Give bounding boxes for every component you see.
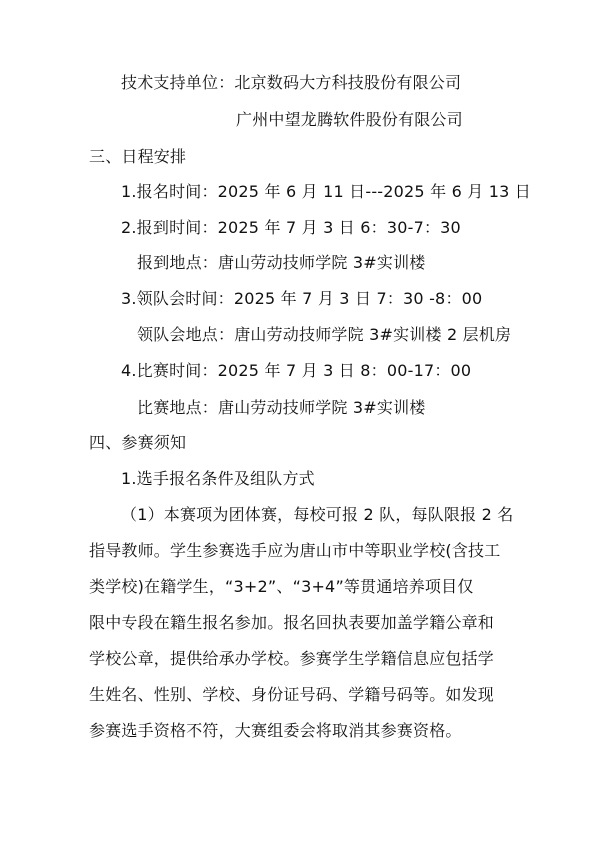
section-4-subheading: 1.选手报名条件及组队方式 (121, 469, 315, 488)
schedule-item-signup-time: 1.报名时间：2025 年 6 月 11 日---2025 年 6 月 13 日 (121, 182, 531, 201)
schedule-item-leader-meeting-place: 领队会地点：唐山劳动技师学院 3#实训楼 2 层机房 (137, 325, 512, 344)
paragraph-line: （1）本赛项为团体赛，每校可报 2 队，每队限报 2 名 (121, 505, 514, 524)
paragraph-line: 指导教师。学生参赛选手应为唐山市中等职业学校(含技工 (89, 541, 501, 560)
paragraph-line: 限中专段在籍生报名参加。报名回执表要加盖学籍公章和 (89, 613, 495, 632)
paragraph-line: 类学校)在籍学生，“3+2”、“3+4”等贯通培养项目仅 (89, 577, 474, 596)
support-org-1: 北京数码大方科技股份有限公司 (234, 73, 462, 92)
schedule-item-leader-meeting-time: 3.领队会时间：2025 年 7 月 3 日 7：30 -8：00 (121, 289, 483, 308)
paragraph-line: 学校公章，提供给承办学校。参赛学生学籍信息应包括学 (89, 649, 495, 668)
support-line-1 (121, 73, 461, 93)
support-label: 技术支持单位： (121, 73, 235, 92)
support-org-2: 广州中望龙腾软件股份有限公司 (236, 110, 463, 129)
schedule-item-checkin-time: 2.报到时间：2025 年 7 月 3 日 6：30-7：30 (121, 218, 461, 237)
schedule-item-competition-time: 4.比赛时间：2025 年 7 月 3 日 8：00-17：00 (121, 361, 472, 380)
schedule-item-checkin-place: 报到地点：唐山劳动技师学院 3#实训楼 (137, 253, 426, 272)
paragraph-line: 参赛选手资格不符，大赛组委会将取消其参赛资格。 (89, 721, 462, 740)
schedule-item-competition-place: 比赛地点：唐山劳动技师学院 3#实训楼 (137, 398, 426, 417)
section-4-heading: 四、参赛须知 (89, 433, 187, 452)
paragraph-line: 生姓名、性别、学校、身份证号码、学籍号码等。如发现 (89, 685, 495, 704)
section-3-heading: 三、日程安排 (89, 147, 187, 166)
